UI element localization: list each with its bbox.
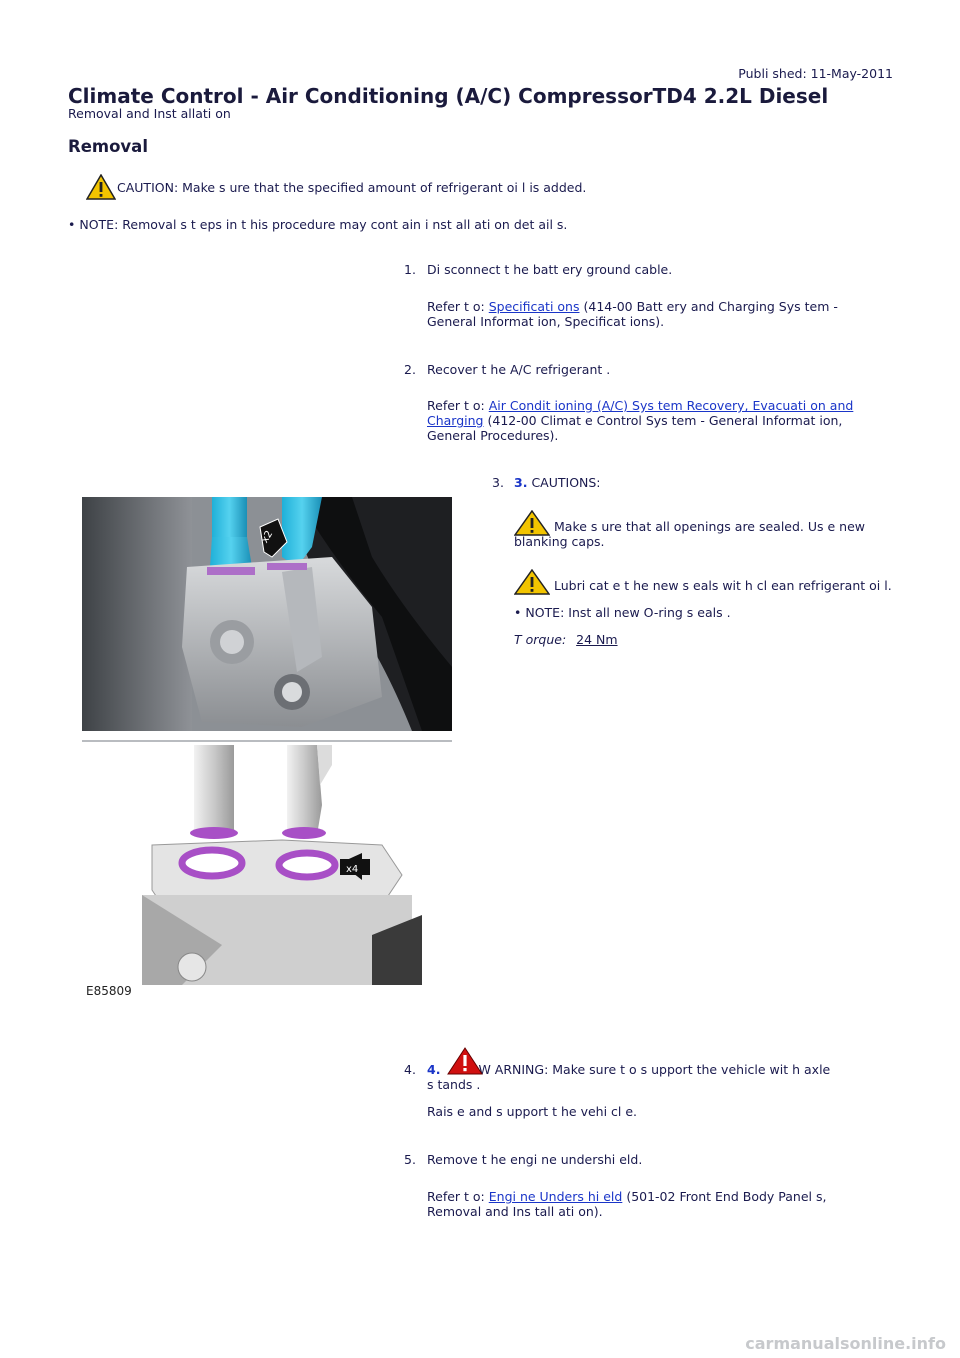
step-2-number: 2.: [404, 362, 416, 377]
ac-recovery-link-cont[interactable]: Charging: [427, 413, 484, 428]
step-3-bold-number: 3.: [514, 475, 528, 490]
step-4-warning: [427, 1062, 830, 1077]
step-3-caution-1-line2: blanking caps.: [514, 534, 605, 549]
step-4-number: 4.: [404, 1062, 416, 1077]
refer-detail: (412-00 Climat e Control Sys tem - General Informat ion,: [487, 413, 843, 428]
watermark: carmanualsonline.info: [745, 1334, 946, 1353]
figure-divider: [82, 740, 452, 742]
step-3-caution-1: [514, 519, 865, 534]
callout-x2: x2: [259, 528, 276, 546]
top-note: • NOTE: Removal s t eps in t his procedure may cont ain i nst all ati on det ail s.: [68, 217, 568, 232]
step-5-text: Remove t he engi ne undershi eld.: [427, 1152, 643, 1167]
step-3-caution-2: [514, 578, 892, 593]
warning-exclamation-icon: [447, 1047, 483, 1075]
step-4-warning-line2: s tands .: [427, 1077, 481, 1092]
step-1-text: Di sconnect t he batt ery ground cable.: [427, 262, 673, 277]
warning-text: W ARNING: Make sure t o s upport the vehicle wit h axle: [478, 1062, 831, 1077]
engine-undershield-link[interactable]: Engi ne Unders hi eld: [488, 1189, 623, 1204]
step-4-text: Rais e and s upport t he vehi cl e.: [427, 1104, 638, 1119]
published-date: Publi shed: 11-May-2011: [738, 66, 893, 81]
refer-detail: (414-00 Batt ery and Charging Sys tem -: [583, 299, 838, 314]
refer-detail: (501-02 Front End Body Panel s,: [626, 1189, 827, 1204]
step-4-bold-number: 4.: [427, 1062, 441, 1077]
step-1-reference-line2: General Informat ion, Specificat ions).: [427, 314, 665, 329]
ac-recovery-link[interactable]: Air Condit ioning (A/C) Sys tem Recovery, Evacuati on and: [488, 398, 854, 413]
torque-value: 24 Nm: [576, 632, 618, 647]
compressor-figure-top: [82, 497, 452, 731]
top-caution-text: CAUTION: Make s ure that the specified amount of refrigerant oi l is added.: [117, 180, 587, 195]
step-2-reference: [427, 398, 853, 413]
refer-label: Refer t o:: [427, 299, 485, 314]
top-caution: [86, 180, 586, 195]
step-5-number: 5.: [404, 1152, 416, 1167]
torque-label: T orque:: [514, 632, 567, 647]
step-5-reference-line2: Removal and Ins tall ati on).: [427, 1204, 603, 1219]
step-3-note: • NOTE: Inst all new O-ring s eals .: [514, 605, 731, 620]
cautions-label: CAUTIONS:: [531, 475, 601, 490]
compressor-illustration-bottom: [82, 745, 452, 1000]
refer-label: Refer t o:: [427, 1189, 485, 1204]
caution-triangle-icon: [514, 569, 550, 595]
specifications-link[interactable]: Specificati ons: [488, 299, 580, 314]
step-3-torque: [514, 632, 618, 647]
refer-label: Refer t o:: [427, 398, 485, 413]
step-3-number: 3.: [492, 475, 504, 490]
caution-1-text: Make s ure that all openings are sealed. Us e new: [554, 519, 866, 534]
callout-x4: x4: [346, 864, 359, 875]
compressor-figure-bottom: [82, 745, 452, 1000]
page-subtitle: Removal and Inst allati on: [68, 106, 231, 121]
figure-id: E85809: [86, 984, 132, 998]
section-heading: Removal: [68, 137, 148, 156]
caution-2-text: Lubri cat e t he new s eals wit h cl ean refrigerant oi l.: [554, 578, 892, 593]
step-3-heading: [514, 475, 601, 490]
step-1-reference: [427, 299, 838, 314]
step-1-number: 1.: [404, 262, 416, 277]
step-2-reference-line3: General Procedures).: [427, 428, 559, 443]
page-title: Climate Control - Air Conditioning (A/C) CompressorTD4 2.2L Diesel: [68, 84, 829, 108]
step-2-text: Recover t he A/C refrigerant .: [427, 362, 611, 377]
caution-triangle-icon: [514, 510, 550, 536]
step-2-reference-line2: [427, 413, 842, 428]
step-5-reference: [427, 1189, 826, 1204]
compressor-illustration-top: [82, 497, 452, 731]
caution-triangle-icon: [86, 174, 116, 200]
